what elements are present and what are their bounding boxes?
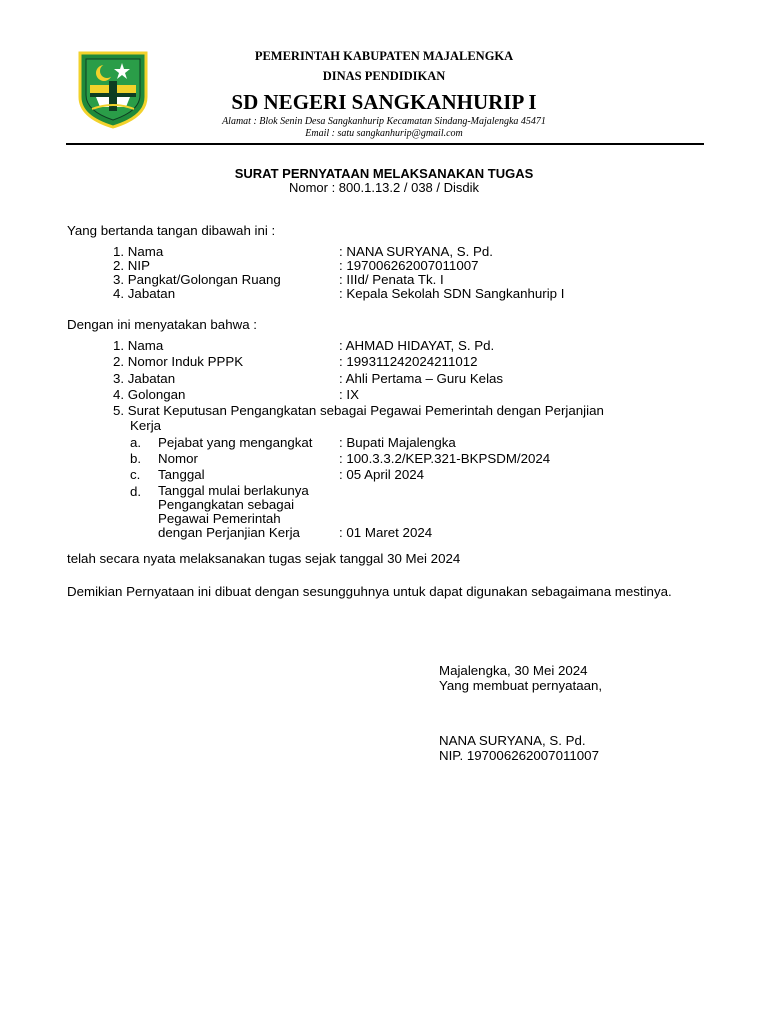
sub-d-label-line: Pengangkatan sebagai [158, 497, 295, 512]
sub-b-letter: b. [130, 451, 142, 466]
signer-rank-value: : IIId/ Penata Tk. I [339, 272, 444, 287]
subject-name-value: : AHMAD HIDAYAT, S. Pd. [339, 338, 495, 353]
subject-position-value: : Ahli Pertama – Guru Kelas [339, 371, 504, 386]
sub-d-label-line: dengan Perjanjian Kerja [158, 525, 300, 540]
sub-a-letter: a. [130, 435, 142, 450]
sub-d-value: : 01 Maret 2024 [339, 525, 433, 540]
sub-a-label: Pejabat yang mengangkat [158, 435, 313, 450]
sub-c-value: : 05 April 2024 [339, 467, 425, 482]
signature-role: Yang membuat pernyataan, [439, 678, 603, 693]
intro-text: Yang bertanda tangan dibawah ini : [67, 223, 276, 238]
sub-c-letter: c. [130, 467, 141, 482]
letterhead-divider [66, 143, 704, 145]
signer-nip-label: 2. NIP [113, 258, 150, 273]
sub-a-value: : Bupati Majalengka [339, 435, 456, 450]
signature-nip: NIP. 197006262007011007 [439, 748, 599, 763]
signature-place-date: Majalengka, 30 Mei 2024 [439, 663, 588, 678]
sub-d-label [158, 484, 309, 540]
sub-b-label: Nomor [158, 451, 198, 466]
letterhead-email: Email : satu sangkanhurip@gmail.com [305, 128, 463, 139]
signer-name-label: 1. Nama [113, 244, 164, 259]
signer-name-value: : NANA SURYANA, S. Pd. [339, 244, 493, 259]
closing-paragraph: Demikian Pernyataan ini dibuat dengan sesungguhnya untuk dapat digunakan sebagaimana mestinya. [67, 584, 672, 599]
document-number: Nomor : 800.1.13.2 / 038 / Disdik [288, 180, 480, 195]
subject-grade-value: : IX [339, 387, 359, 402]
signer-position-value: : Kepala Sekolah SDN Sangkanhurip I [339, 286, 565, 301]
subject-position-label: 3. Jabatan [113, 371, 176, 386]
item5-line2: Kerja [130, 418, 162, 433]
letterhead-government: PEMERINTAH KABUPATEN MAJALENGKA [254, 49, 514, 63]
sub-d-label-line: Pegawai Pemerintah [158, 511, 281, 526]
subject-pppk-label: 2. Nomor Induk PPPK [113, 354, 244, 369]
letterhead-department: DINAS PENDIDIKAN [322, 69, 446, 83]
declare-intro-text: Dengan ini menyatakan bahwa : [67, 317, 257, 332]
sub-b-value: : 100.3.3.2/KEP.321-BKPSDM/2024 [339, 451, 551, 466]
document-title: SURAT PERNYATAAN MELAKSANAKAN TUGAS [234, 166, 534, 181]
signer-rank-label: 3. Pangkat/Golongan Ruang [113, 272, 281, 287]
sub-c-label: Tanggal [158, 467, 205, 482]
signer-position-label: 4. Jabatan [113, 286, 176, 301]
signature-name: NANA SURYANA, S. Pd. [439, 733, 586, 748]
item5-line1: 5. Surat Keputusan Pengangkatan sebagai Pegawai Pemerintah dengan Perjanjian [113, 403, 604, 418]
sub-d-letter: d. [130, 484, 142, 499]
statement-text: telah secara nyata melaksanakan tugas sejak tanggal 30 Mei 2024 [67, 551, 461, 566]
letterhead-school-name: SD NEGERI SANGKANHURIP I [231, 90, 537, 114]
letterhead-address: Alamat : Blok Senin Desa Sangkanhurip Kecamatan Sindang-Majalengka 45471 [222, 116, 546, 127]
signer-nip-value: : 197006262007011007 [339, 258, 479, 273]
majalengka-emblem-logo [76, 49, 150, 129]
subject-grade-label: 4. Golongan [113, 387, 186, 402]
sub-d-label-line: Tanggal mulai berlakunya [158, 483, 309, 498]
subject-name-label: 1. Nama [113, 338, 164, 353]
subject-pppk-value: : 199311242024211012 [339, 354, 478, 369]
